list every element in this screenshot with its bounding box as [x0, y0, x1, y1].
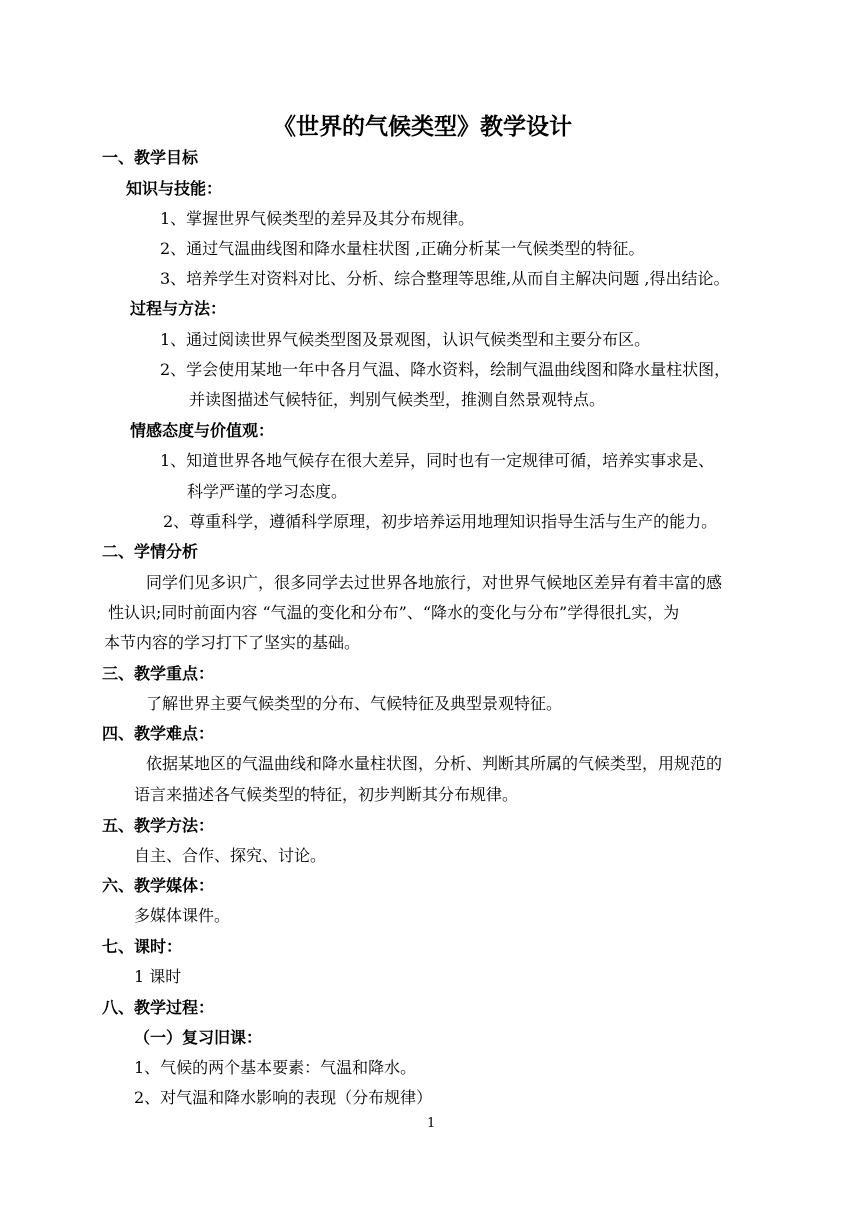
paragraph-line: 1 课时: [134, 967, 182, 986]
objective-item: 1、掌握世界气候类型的差异及其分布规律。: [160, 209, 475, 228]
objective-item-continued: 并读图描述气候特征，判别气候类型，推测自然景观特点。: [189, 390, 606, 409]
section-heading-teaching-process: 八、教学过程：: [102, 998, 215, 1017]
subheading-process-methods: 过程与方法：: [130, 299, 227, 318]
objective-item: 1、知道世界各地气候存在很大差异，同时也有一定规律可循，培养实事求是、: [160, 451, 715, 470]
paragraph-line: 2、对气温和降水影响的表现（分布规律）: [134, 1088, 433, 1107]
paragraph-line: 多媒体课件。: [134, 906, 231, 925]
paragraph-line: 依据某地区的气温曲线和降水量柱状图，分析、判断其所属的气候类型，用规范的: [146, 754, 723, 773]
page-number: 1: [427, 1116, 436, 1131]
paragraph-line: 同学们见多识广，很多同学去过世界各地旅行，对世界气候地区差异有着丰富的感: [146, 573, 723, 592]
objective-item: 2、学会使用某地一年中各月气温、降水资料，绘制气温曲线图和降水量柱状图，: [160, 360, 731, 379]
section-heading-student-analysis: 二、学情分析: [102, 542, 199, 561]
subheading-review: （一）复习旧课：: [134, 1028, 263, 1047]
paragraph-line: 语言来描述各气候类型的特征，初步判断其分布规律。: [134, 785, 519, 804]
section-heading-class-hours: 七、课时：: [102, 937, 183, 956]
section-heading-key-points: 三、教学重点：: [102, 664, 215, 683]
section-heading-objectives: 一、教学目标: [102, 148, 199, 167]
paragraph-line: 本节内容的学习打下了坚实的基础。: [104, 633, 361, 652]
objective-item-continued: 科学严谨的学习态度。: [187, 482, 348, 501]
section-heading-media: 六、教学媒体：: [102, 876, 215, 895]
document-title: 《世界的气候类型》教学设计: [273, 114, 572, 140]
paragraph-line: 性认识;同时前面内容 “气温的变化和分布”、“降水的变化与分布”学得很扎实，为: [108, 603, 680, 622]
paragraph-line: 自主、合作、探究、讨论。: [134, 846, 327, 865]
subheading-attitudes-values: 情感态度与价值观：: [130, 421, 275, 440]
paragraph-line: 了解世界主要气候类型的分布、气候特征及典型景观特征。: [146, 694, 563, 713]
section-heading-methods: 五、教学方法：: [102, 816, 215, 835]
objective-item: 1、通过阅读世界气候类型图及景观图，认识气候类型和主要分布区。: [160, 330, 651, 349]
objective-item: 2、通过气温曲线图和降水量柱状图 ,正确分析某一气候类型的特征。: [160, 239, 645, 258]
objective-item: 3、培养学生对资料对比、分析、综合整理等思维,从而自主解决问题 ,得出结论。: [160, 269, 730, 288]
paragraph-line: 1、气候的两个基本要素：气温和降水。: [134, 1058, 417, 1077]
subheading-knowledge-skills: 知识与技能：: [126, 179, 223, 198]
section-heading-difficulties: 四、教学难点：: [102, 724, 215, 743]
objective-item: 2、尊重科学，遵循科学原理，初步培养运用地理知识指导生活与生产的能力。: [163, 512, 718, 531]
